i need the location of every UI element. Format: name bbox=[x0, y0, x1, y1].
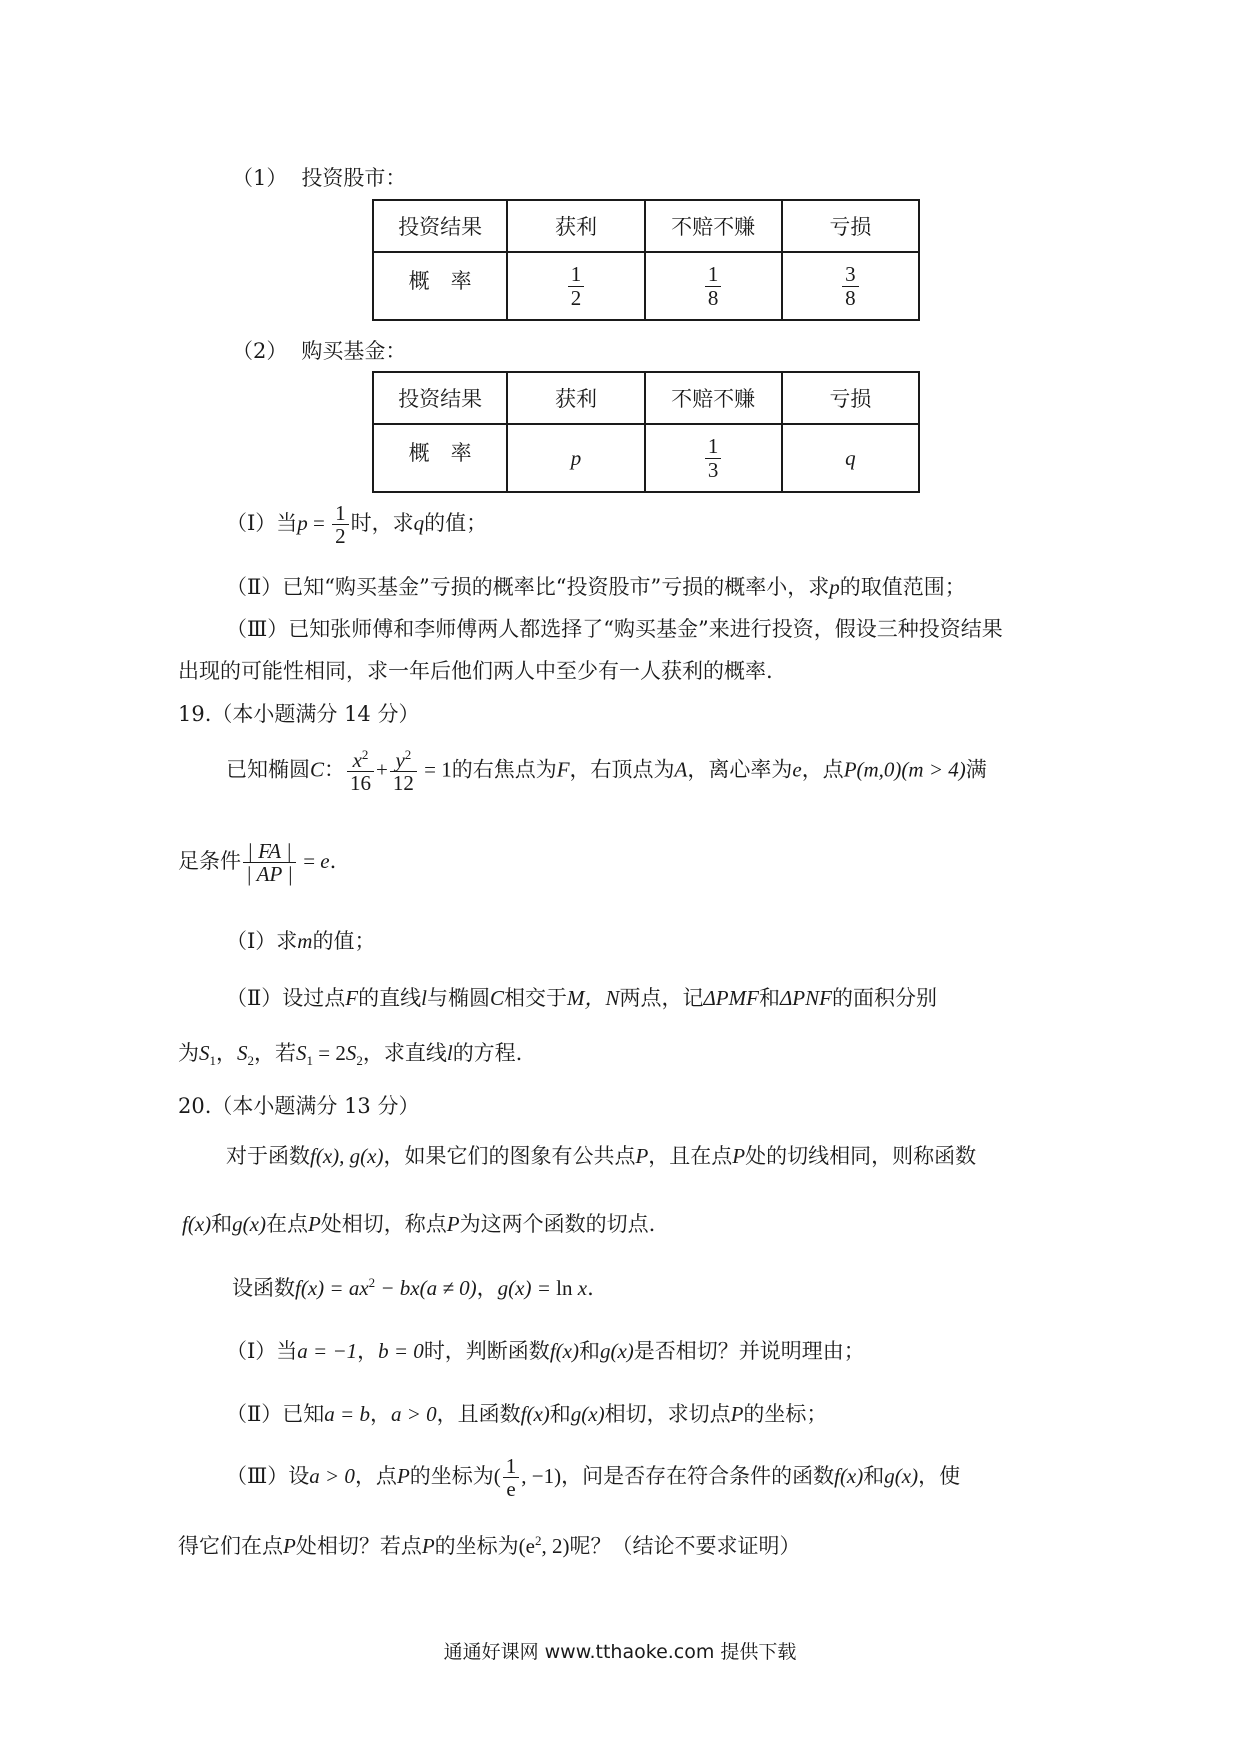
text: 的坐标； bbox=[743, 1402, 828, 1426]
variable-e: e bbox=[792, 757, 802, 782]
coord-rest: , −1) bbox=[521, 1464, 562, 1489]
text: 和 bbox=[863, 1464, 885, 1489]
variable-p: p bbox=[570, 445, 582, 470]
condition-b: b = 0 bbox=[378, 1339, 424, 1363]
triangle-PMF: ΔPMF bbox=[703, 986, 759, 1010]
q19-header: 19.（本小题满分 14 分） bbox=[178, 702, 420, 726]
text: ， bbox=[357, 1339, 379, 1363]
text: 得它们在点 bbox=[178, 1534, 283, 1558]
variable-P: P bbox=[732, 1144, 746, 1168]
text: 和 bbox=[549, 1402, 571, 1426]
function-f: f(x) bbox=[520, 1402, 550, 1426]
fraction-numerator: 1 bbox=[503, 1455, 520, 1478]
subscript: 2 bbox=[356, 1053, 363, 1069]
table-header: 亏损 bbox=[782, 372, 919, 424]
text: ， bbox=[216, 1041, 237, 1065]
function-f: f(x) bbox=[182, 1212, 212, 1236]
equals-two: = 2 bbox=[313, 1041, 346, 1065]
paren: ( bbox=[493, 1464, 501, 1489]
variable-F: F bbox=[345, 986, 359, 1010]
functions-fg: f(x), g(x) bbox=[310, 1144, 384, 1168]
exponent: 2 bbox=[361, 747, 369, 762]
variable-C: C bbox=[489, 986, 504, 1010]
subscript: 1 bbox=[306, 1053, 313, 1069]
subscript: 2 bbox=[247, 1053, 254, 1069]
text: 和 bbox=[578, 1339, 600, 1363]
fraction-denominator: 2 bbox=[570, 285, 582, 310]
fraction-denominator: 3 bbox=[707, 457, 719, 482]
variable-P: P bbox=[283, 1534, 296, 1558]
q20-part-ii bbox=[226, 1398, 827, 1428]
variable-P: P bbox=[396, 1464, 410, 1489]
equals: = bbox=[307, 511, 331, 536]
q20-definition-line1 bbox=[226, 1140, 976, 1170]
function-g-def: g(x) = bbox=[497, 1276, 557, 1300]
part2-label: （2） bbox=[232, 339, 288, 363]
plus: + bbox=[376, 757, 388, 782]
fraction-numerator: 1 bbox=[568, 263, 585, 286]
text: 已知椭圆 bbox=[226, 757, 310, 782]
text: （Ⅰ）当 bbox=[226, 1339, 298, 1363]
text: 满 bbox=[965, 757, 987, 782]
variable-P: P bbox=[635, 1144, 649, 1168]
text: 的值； bbox=[424, 511, 488, 536]
table-header: 不赔不赚 bbox=[645, 372, 782, 424]
variable-l: l bbox=[421, 986, 427, 1010]
condition-ab: a = b bbox=[324, 1402, 370, 1426]
text: ，问是否存在符合条件的函数 bbox=[561, 1464, 835, 1489]
q19-part-ii-line1 bbox=[226, 982, 937, 1012]
text: 是否相切？并说明理由； bbox=[633, 1339, 865, 1363]
text: 对于函数 bbox=[226, 1144, 310, 1168]
text: 为 bbox=[178, 1041, 199, 1065]
table-header-row bbox=[373, 372, 919, 424]
variable-C: C bbox=[310, 757, 325, 782]
var-x: x bbox=[352, 748, 362, 772]
table-row-label: 概 率 bbox=[373, 424, 507, 492]
fraction-denominator: 8 bbox=[845, 285, 856, 310]
equals: = bbox=[297, 849, 321, 874]
exponent: 2 bbox=[404, 747, 412, 762]
part2-title: 购买基金： bbox=[301, 339, 407, 363]
variables-MN: M，N bbox=[566, 986, 620, 1010]
text: ，求直线 bbox=[362, 1041, 447, 1065]
function-f-def-rest: − bx(a ≠ 0) bbox=[375, 1276, 477, 1300]
part1-heading bbox=[232, 162, 406, 192]
text: 的面积分别 bbox=[831, 986, 937, 1010]
function-f: f(x) bbox=[834, 1464, 864, 1489]
fraction-numerator: 1 bbox=[332, 502, 349, 525]
text: ： bbox=[324, 757, 346, 782]
table-row bbox=[373, 424, 919, 492]
exponent: 2 bbox=[534, 1533, 542, 1548]
text: ，且在点 bbox=[648, 1144, 733, 1168]
variable-q: q bbox=[845, 445, 856, 470]
period: . bbox=[587, 1276, 594, 1300]
text: 与椭圆 bbox=[426, 986, 490, 1010]
text: 在点 bbox=[265, 1212, 308, 1236]
text: ，点 bbox=[354, 1464, 397, 1489]
text: 处相切，称点 bbox=[320, 1212, 447, 1236]
variable-S: S bbox=[296, 1041, 307, 1065]
fraction-denominator: 2 bbox=[335, 524, 346, 549]
table-cell bbox=[507, 424, 644, 492]
text: 的方程. bbox=[452, 1041, 523, 1065]
fraction-numerator: 1 bbox=[705, 263, 722, 286]
q19-part-i bbox=[226, 925, 375, 955]
text: （Ⅱ）已知 bbox=[226, 1402, 325, 1426]
text: 的取值范围； bbox=[839, 575, 966, 599]
table-header: 亏损 bbox=[782, 200, 919, 252]
coord: (e bbox=[518, 1534, 535, 1558]
table-cell bbox=[782, 424, 919, 492]
text: （Ⅰ）当 bbox=[226, 511, 298, 536]
variable-P: P bbox=[307, 1212, 321, 1236]
variable-P: P bbox=[730, 1402, 744, 1426]
variable-F: F bbox=[556, 757, 570, 782]
stock-table bbox=[372, 199, 920, 321]
q19-part-ii-line2 bbox=[178, 1037, 522, 1069]
table-header-row bbox=[373, 200, 919, 252]
text: 相交于 bbox=[503, 986, 567, 1010]
text: ，且函数 bbox=[436, 1402, 521, 1426]
condition-a-positive: a > 0 bbox=[309, 1464, 355, 1489]
point-P: P(m,0)(m > 4) bbox=[843, 757, 966, 782]
variable-P: P bbox=[421, 1534, 435, 1558]
variable-A: A bbox=[674, 757, 688, 782]
text: 的直线 bbox=[358, 986, 422, 1010]
fraction-numerator: 3 bbox=[842, 263, 859, 286]
q20-part-iii-line1 bbox=[226, 1455, 960, 1500]
variable-S: S bbox=[199, 1041, 210, 1065]
text: 时，判断函数 bbox=[423, 1339, 550, 1363]
q20-function-def bbox=[232, 1272, 594, 1302]
table-row bbox=[373, 252, 919, 320]
variable-m: m bbox=[297, 929, 313, 953]
text: 的右焦点为 bbox=[451, 757, 557, 782]
table-row-label: 概 率 bbox=[373, 252, 507, 320]
text: 处相切？若点 bbox=[295, 1534, 422, 1558]
text: ，点 bbox=[801, 757, 844, 782]
page-footer: 通通好课网 www.tthaoke.com 提供下载 bbox=[443, 1641, 797, 1663]
table-header: 获利 bbox=[507, 200, 644, 252]
variable-S: S bbox=[237, 1041, 248, 1065]
text: 处的切线相同，则称函数 bbox=[745, 1144, 977, 1168]
fund-table bbox=[372, 371, 920, 493]
fraction-denominator: 16 bbox=[350, 771, 372, 796]
var-x: x bbox=[572, 1276, 588, 1300]
q18-part-iii-line1: （Ⅲ）已知张师傅和李师傅两人都选择了“购买基金”来进行投资，假设三种投资结果 bbox=[226, 617, 1003, 641]
coord-rest: , 2) bbox=[541, 1534, 570, 1558]
table-header: 获利 bbox=[507, 372, 644, 424]
text: ，使 bbox=[918, 1464, 961, 1489]
table-cell bbox=[645, 252, 782, 320]
subscript: 1 bbox=[209, 1053, 216, 1069]
text: 时，求 bbox=[350, 511, 414, 536]
q20-definition-line2 bbox=[182, 1208, 655, 1238]
text: 的坐标为 bbox=[409, 1464, 494, 1489]
text: ， bbox=[369, 1402, 391, 1426]
var-y: y bbox=[395, 748, 405, 772]
function-g: g(x) bbox=[570, 1402, 605, 1426]
text: 的值； bbox=[312, 929, 376, 953]
table-cell bbox=[507, 252, 644, 320]
text: 设函数 bbox=[232, 1276, 295, 1300]
text: ，如果它们的图象有公共点 bbox=[383, 1144, 636, 1168]
condition-a: a = −1 bbox=[297, 1339, 358, 1363]
table-cell bbox=[645, 424, 782, 492]
text: 呢？（结论不要求证明） bbox=[569, 1534, 801, 1558]
variable-q: q bbox=[413, 511, 425, 536]
text: 为这两个函数的切点. bbox=[459, 1212, 656, 1236]
part2-heading bbox=[232, 335, 406, 365]
function-f: f(x) bbox=[549, 1339, 579, 1363]
text: 两点，记 bbox=[619, 986, 704, 1010]
q18-part-i bbox=[226, 502, 487, 547]
q20-header: 20.（本小题满分 13 分） bbox=[178, 1094, 420, 1118]
variable-S: S bbox=[345, 1041, 357, 1065]
part1-title: 投资股市： bbox=[301, 166, 407, 190]
fraction-denominator: | AP | bbox=[246, 862, 293, 887]
function-g: g(x) bbox=[232, 1212, 266, 1236]
fraction-numerator: | FA | bbox=[243, 840, 296, 863]
q19-condition bbox=[178, 840, 336, 885]
text: （Ⅲ）设 bbox=[226, 1464, 310, 1489]
function-f-def: f(x) = ax bbox=[295, 1276, 369, 1300]
variable-l: l bbox=[446, 1041, 453, 1065]
triangle-PNF: ΔPNF bbox=[779, 986, 832, 1010]
condition-a-positive: a > 0 bbox=[390, 1402, 437, 1426]
text: （Ⅱ）设过点 bbox=[226, 986, 346, 1010]
text: ，右顶点为 bbox=[569, 757, 675, 782]
table-header: 不赔不赚 bbox=[645, 200, 782, 252]
table-cell bbox=[782, 252, 919, 320]
q20-part-iii-line2 bbox=[178, 1530, 800, 1560]
text: ，离心率为 bbox=[687, 757, 793, 782]
variable-e: e bbox=[320, 849, 330, 874]
fraction-denominator: 8 bbox=[707, 285, 719, 310]
fraction-denominator: 12 bbox=[392, 771, 414, 796]
variable-P: P bbox=[446, 1212, 460, 1236]
q18-part-iii-line2: 出现的可能性相同，求一年后他们两人中至少有一人获利的概率. bbox=[178, 659, 773, 683]
fraction-numerator: 1 bbox=[705, 435, 722, 458]
text: 和 bbox=[211, 1212, 233, 1236]
equals-one: = 1 bbox=[418, 757, 452, 782]
part1-label: （1） bbox=[232, 166, 288, 190]
exponent: 2 bbox=[368, 1275, 376, 1290]
fraction-denominator: e bbox=[506, 1477, 516, 1502]
text: （Ⅱ）已知“购买基金”亏损的概率比“投资股市”亏损的概率小，求 bbox=[226, 575, 830, 599]
text: 相切，求切点 bbox=[604, 1402, 731, 1426]
table-header: 投资结果 bbox=[373, 200, 507, 252]
q18-part-ii bbox=[226, 571, 966, 601]
text: （Ⅰ）求 bbox=[226, 929, 298, 953]
period: . bbox=[329, 849, 337, 874]
table-header: 投资结果 bbox=[373, 372, 507, 424]
text: ， bbox=[476, 1276, 498, 1300]
text: 的坐标为 bbox=[434, 1534, 519, 1558]
variable-p: p bbox=[829, 575, 840, 599]
function-g: g(x) bbox=[599, 1339, 634, 1363]
ln: ln bbox=[556, 1276, 573, 1300]
q19-intro bbox=[226, 748, 987, 794]
variable-p: p bbox=[297, 511, 308, 536]
q20-part-i bbox=[226, 1335, 865, 1365]
text: 足条件 bbox=[178, 849, 241, 874]
function-g: g(x) bbox=[884, 1464, 919, 1489]
text: ，若 bbox=[254, 1041, 296, 1065]
text: 和 bbox=[758, 986, 780, 1010]
